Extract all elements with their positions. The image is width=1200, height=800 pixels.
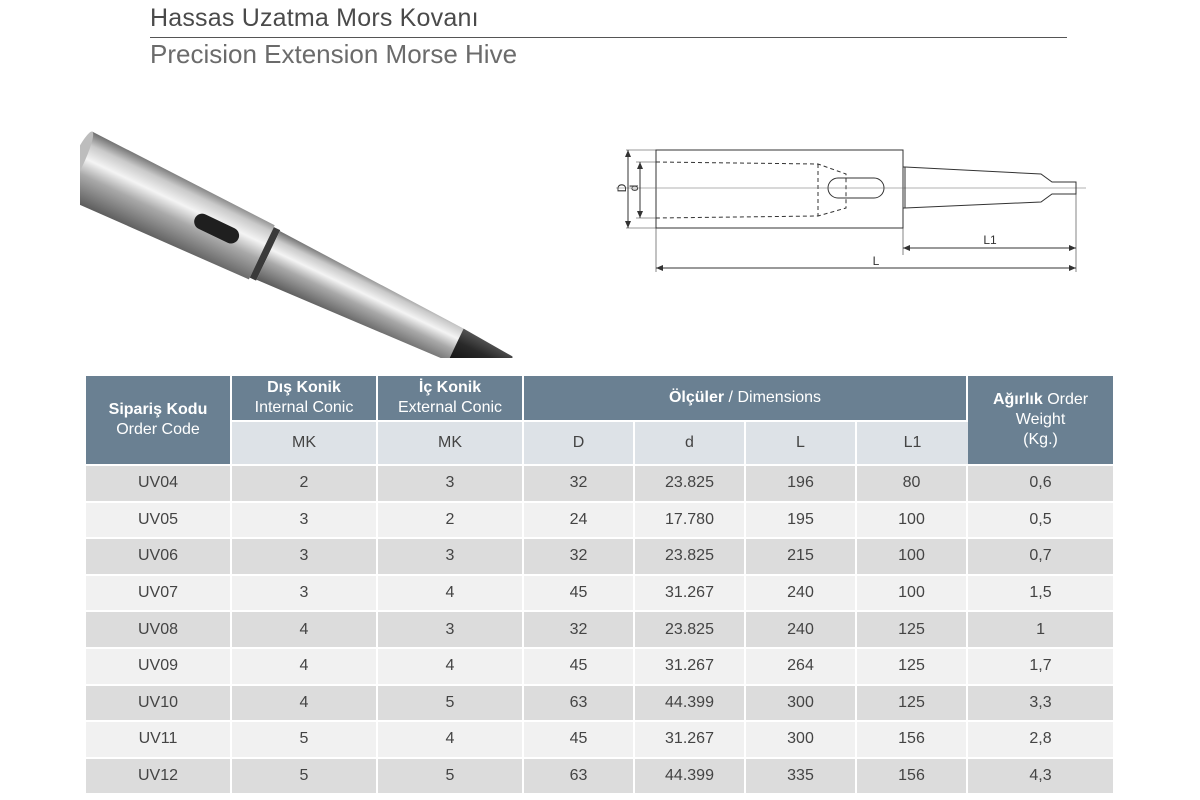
cell-external-conic: 2: [378, 503, 524, 540]
table-row: [86, 503, 1113, 540]
cell-dim-D: 32: [524, 539, 635, 576]
table-row: [86, 576, 1113, 613]
cell-dim-L1: 100: [857, 576, 968, 613]
cell-external-conic: 5: [378, 686, 524, 723]
subheader-mk-external: MK: [378, 422, 524, 466]
cell-internal-conic: 3: [232, 539, 378, 576]
cell-dim-d: 23.825: [635, 466, 746, 503]
subheader-L1: L1: [857, 422, 968, 466]
cell-dim-D: 45: [524, 722, 635, 759]
cell-weight: 0,6: [968, 466, 1113, 503]
cell-weight: 4,3: [968, 759, 1113, 796]
page-subtitle: Precision Extension Morse Hive: [150, 39, 518, 69]
cell-dim-L1: 125: [857, 612, 968, 649]
table-row: [86, 466, 1113, 503]
cell-order-code: UV04: [86, 466, 232, 503]
cell-weight: 0,7: [968, 539, 1113, 576]
cell-dim-d: 17.780: [635, 503, 746, 540]
header-weight: Ağırlık Order Weight (Kg.): [968, 376, 1113, 466]
cell-external-conic: 3: [378, 466, 524, 503]
cell-dim-d: 31.267: [635, 722, 746, 759]
dim-label-L1: L1: [983, 233, 997, 247]
cell-order-code: UV08: [86, 612, 232, 649]
cell-dim-D: 45: [524, 649, 635, 686]
cell-weight: 3,3: [968, 686, 1113, 723]
cell-dim-L: 240: [746, 576, 857, 613]
product-photo: [80, 88, 560, 358]
dim-label-D: D: [615, 183, 629, 193]
cell-weight: 2,8: [968, 722, 1113, 759]
cell-order-code: UV10: [86, 686, 232, 723]
drawing-body: [656, 150, 903, 228]
cell-dim-d: 23.825: [635, 539, 746, 576]
cell-dim-L: 264: [746, 649, 857, 686]
cell-dim-L1: 100: [857, 503, 968, 540]
cell-dim-L1: 100: [857, 539, 968, 576]
cell-dim-L: 196: [746, 466, 857, 503]
cell-dim-D: 32: [524, 612, 635, 649]
spec-table: [86, 376, 1113, 795]
subheader-d: d: [635, 422, 746, 466]
cell-weight: 1,5: [968, 576, 1113, 613]
cell-external-conic: 4: [378, 649, 524, 686]
subheader-D: D: [524, 422, 635, 466]
cell-internal-conic: 3: [232, 576, 378, 613]
cell-dim-L1: 80: [857, 466, 968, 503]
cell-order-code: UV05: [86, 503, 232, 540]
cell-weight: 1: [968, 612, 1113, 649]
cell-external-conic: 4: [378, 576, 524, 613]
cell-order-code: UV06: [86, 539, 232, 576]
table-row: [86, 759, 1113, 796]
cell-order-code: UV09: [86, 649, 232, 686]
subheader-mk-internal: MK: [232, 422, 378, 466]
cell-dim-L: 335: [746, 759, 857, 796]
cell-internal-conic: 5: [232, 759, 378, 796]
cell-internal-conic: 2: [232, 466, 378, 503]
cell-internal-conic: 4: [232, 612, 378, 649]
page-title: Hassas Uzatma Mors Kovanı: [150, 4, 479, 32]
cell-weight: 1,7: [968, 649, 1113, 686]
cell-order-code: UV11: [86, 722, 232, 759]
cell-dim-D: 24: [524, 503, 635, 540]
cell-dim-L: 300: [746, 686, 857, 723]
table-row: [86, 612, 1113, 649]
cell-dim-L1: 125: [857, 649, 968, 686]
cell-dim-d: 23.825: [635, 612, 746, 649]
cell-dim-d: 31.267: [635, 576, 746, 613]
cell-dim-D: 63: [524, 759, 635, 796]
cell-external-conic: 4: [378, 722, 524, 759]
header-dimensions: Ölçüler / Dimensions: [524, 376, 968, 422]
cell-internal-conic: 4: [232, 649, 378, 686]
dim-label-L: L: [872, 254, 880, 268]
cell-dim-L: 300: [746, 722, 857, 759]
table-row: [86, 686, 1113, 723]
cell-internal-conic: 3: [232, 503, 378, 540]
cell-weight: 0,5: [968, 503, 1113, 540]
cell-internal-conic: 5: [232, 722, 378, 759]
cell-dim-D: 63: [524, 686, 635, 723]
cell-dim-L: 240: [746, 612, 857, 649]
cell-dim-L1: 125: [857, 686, 968, 723]
dim-label-d: d: [627, 184, 641, 192]
table-row: [86, 649, 1113, 686]
cell-dim-L: 195: [746, 503, 857, 540]
subheader-L: L: [746, 422, 857, 466]
cell-dim-D: 45: [524, 576, 635, 613]
header-order-code: Sipariş Kodu Order Code: [86, 376, 232, 466]
cell-dim-L1: 156: [857, 759, 968, 796]
title-divider: [150, 37, 1067, 38]
cell-order-code: UV07: [86, 576, 232, 613]
cell-dim-d: 44.399: [635, 686, 746, 723]
cell-order-code: UV12: [86, 759, 232, 796]
cell-external-conic: 3: [378, 539, 524, 576]
header-external-conic: İç Konik External Conic: [378, 376, 524, 422]
cell-dim-d: 31.267: [635, 649, 746, 686]
table-row: [86, 539, 1113, 576]
cell-dim-L: 215: [746, 539, 857, 576]
cell-external-conic: 3: [378, 612, 524, 649]
cell-internal-conic: 4: [232, 686, 378, 723]
cell-dim-D: 32: [524, 466, 635, 503]
cell-external-conic: 5: [378, 759, 524, 796]
cell-dim-L1: 156: [857, 722, 968, 759]
header-internal-conic: Dış Konik Internal Conic: [232, 376, 378, 422]
table-row: [86, 722, 1113, 759]
technical-drawing: [596, 140, 1096, 280]
cell-dim-d: 44.399: [635, 759, 746, 796]
